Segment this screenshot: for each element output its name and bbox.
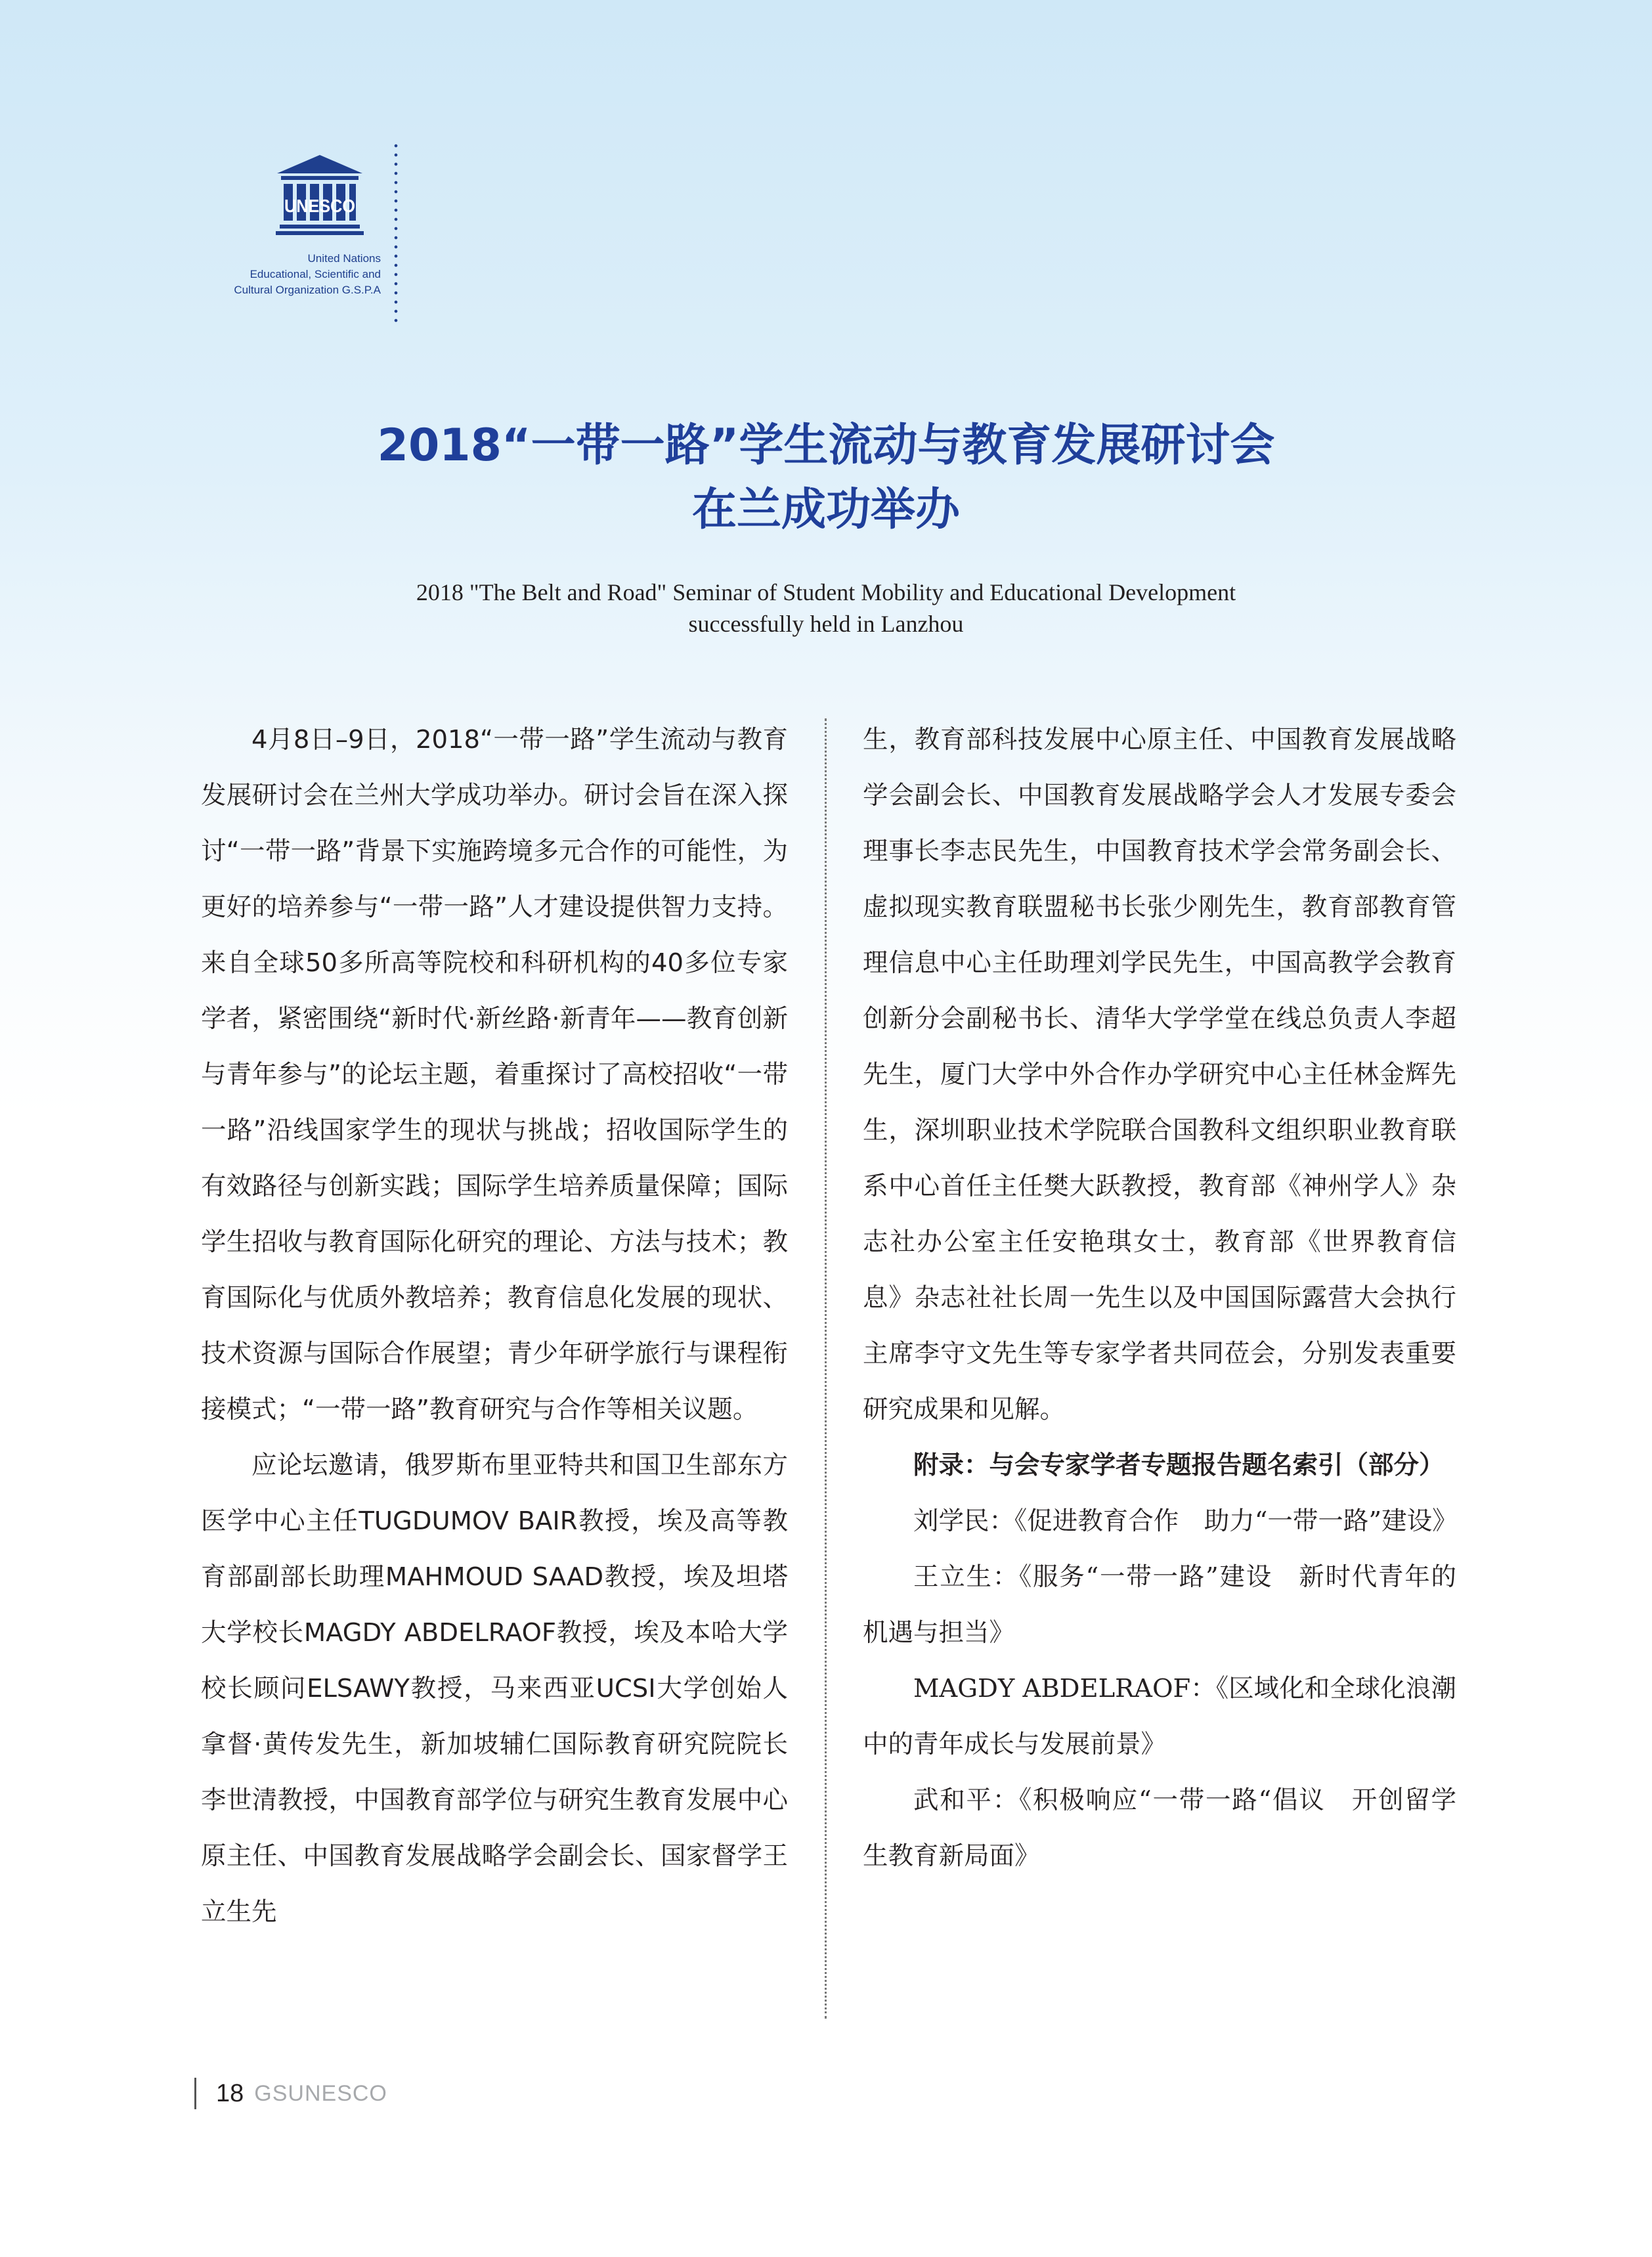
body-paragraph: 4月8日–9日，2018“一带一路”学生流动与教育发展研讨会在兰州大学成功举办。研讨会旨在深入探讨“一带一路”背景下实施跨境多元合作的可能性，为更好的培养参与“一带一路”人才建设提供智力支持。来自全球50多所高等院校和科研机构的40多位专家学者，紧密围绕“新时代·新丝路·新青年——教育创新与青年参与”的论坛主题，着重探讨了高校招收“一带一路”沿线国家学生的现状与挑战；招收国际学生的有效路径与创新实践；国际学生培养质量保障；国际学生招收与教育国际化研究的理论、方法与技术；教育国际化与优质外教培养；教育信息化发展的现状、技术资源与国际合作展望；青少年研学旅行与课程衔接模式；“一带一路”教育研究与合作等相关议题。 [201,725,788,1424]
body-paragraph: 生，教育部科技发展中心原主任、中国教育发展战略学会副会长、中国教育发展战略学会人才发展专委会理事长李志民先生，中国教育技术学会常务副会长、虚拟现实教育联盟秘书长张少刚先生，教育部教育管理信息中心主任助理刘学民先生，中国高教学会教育创新分会副秘书长、清华大学学堂在线总负责人李超先生，厦门大学中外合作办学研究中心主任林金辉先生，深圳职业技术学院联合国教科文组织职业教育联系中心首任主任樊大跃教授，教育部《神州学人》杂志社办公室主任安艳琪女士，教育部《世界教育信息》杂志社社长周一先生以及中国国际露营大会执行主席李守文先生等专家学者共同莅会，分别发表重要研究成果和见解。 [863,725,1456,1424]
appendix-item: 王立生：《服务“一带一路”建设 新时代青年的机遇与担当》 [863,1562,1456,1648]
appendix-item: 刘学民：《促进教育合作 助力“一带一路”建设》 [913,1506,1458,1536]
appendix-item: 武和平：《积极响应“一带一路“倡议 开创留学生教育新局面》 [863,1786,1456,1871]
column-divider [825,718,827,2019]
logo-caption-line1: United Nations [307,252,381,265]
magazine-name: GSUNESCO [254,2080,387,2106]
page-footer [194,2075,387,2112]
article-subtitle-line2: successfully held in Lanzhou [688,611,964,637]
article-subtitle-line1: 2018 "The Belt and Road" Seminar of Student Mobility and Educational Development [416,579,1236,605]
page-number: 18 [216,2079,244,2107]
logo-caption [209,251,381,298]
logo-caption-line2: Educational, Scientific and [250,268,381,280]
logo-dotted-divider [394,141,398,325]
appendix-heading: 附录：与会专家学者专题报告题名索引（部分） [913,1451,1445,1480]
logo-caption-line3: Cultural Organization G.S.P.A [234,284,381,296]
unesco-wordmark: UNESCO [284,196,355,216]
article-title [0,414,1652,542]
article-title-line1: 2018“一带一路”学生流动与教育发展研讨会 [377,420,1275,471]
article-subtitle-en [0,577,1652,640]
unesco-temple-icon [273,152,366,238]
body-column-right [863,712,1456,1884]
unesco-logo [209,152,381,310]
appendix-item: MAGDY ABDELRAOF：《区域化和全球化浪潮中的青年成长与发展前景》 [863,1674,1456,1759]
footer-rule [194,2078,196,2109]
body-column-left [201,712,788,1940]
article-title-line2: 在兰成功举办 [691,484,960,536]
body-paragraph: 应论坛邀请，俄罗斯布里亚特共和国卫生部东方医学中心主任TUGDUMOV BAIR教授，埃及高等教育部副部长助理MAHMOUD SAAD教授，埃及坦塔大学校长MAGDY ABDELRAOF教授，埃及本哈大学校长顾问ELSAWY教授，马来西亚UCSI大学创始人拿督·黄传发先生，新加坡辅仁国际教育研究院院长李世清教授，中国教育部学位与研究生教育发展中心原主任、中国教育发展战略学会副会长、国家督学王立生先 [201,1451,788,1927]
